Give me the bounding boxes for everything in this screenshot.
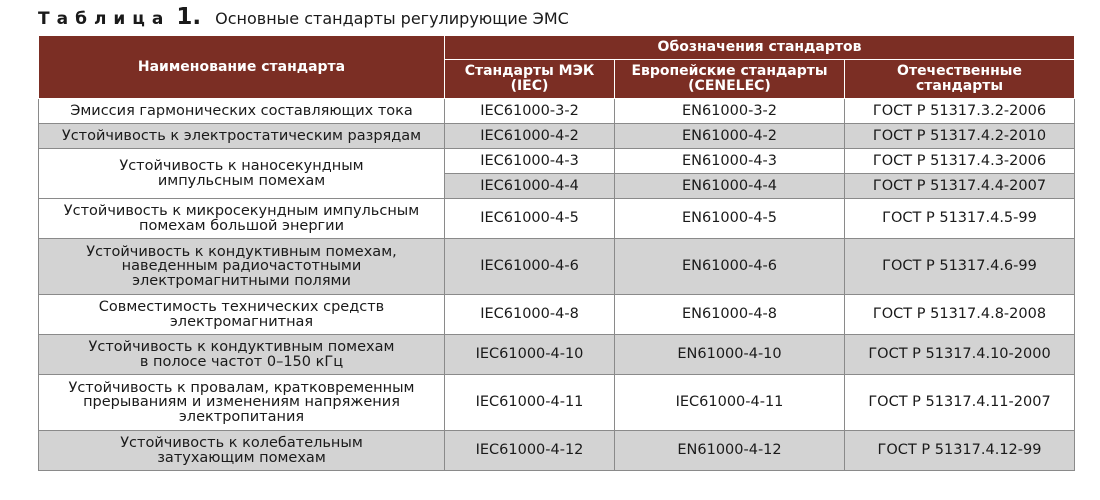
standard-name-line: Устойчивость к микросекундным импульсным — [63, 203, 420, 219]
standard-name-cell — [39, 199, 445, 239]
table-row — [39, 239, 1075, 295]
header-cenelec-line1: Европейские стандарты — [631, 63, 828, 79]
table-row — [39, 335, 1075, 375]
cenelec-cell: EN61000-4-2 — [615, 124, 845, 149]
table-row — [39, 149, 1075, 174]
iec-cell: IEC61000-4-11 — [445, 375, 615, 431]
table-row — [39, 375, 1075, 431]
gost-cell: ГОСТ Р 51317.4.5-99 — [845, 199, 1075, 239]
header-gost-line2: стандарты — [915, 78, 1004, 94]
standard-name-line: электромагнитными полями — [132, 272, 351, 289]
header-designations-label: Обозначения стандартов — [657, 39, 862, 55]
iec-cell: IEC61000-4-12 — [445, 431, 615, 471]
gost-cell: ГОСТ Р 51317.4.4-2007 — [845, 174, 1075, 199]
iec-cell: IEC61000-4-10 — [445, 335, 615, 375]
iec-cell: IEC61000-4-2 — [445, 124, 615, 149]
header-designations-group — [445, 36, 1075, 60]
cenelec-cell: EN61000-4-8 — [615, 295, 845, 335]
standard-name-line: Устойчивость к наносекундным — [119, 158, 364, 174]
standard-name-line: наведенным радиочастотными — [121, 258, 362, 275]
gost-cell: ГОСТ Р 51317.4.12-99 — [845, 431, 1075, 471]
standard-name-line: затухающим помехам — [157, 449, 326, 466]
table-row — [39, 431, 1075, 471]
caption-number: 1. — [176, 4, 202, 30]
standard-name-line: Устойчивость к кондуктивным помехам — [88, 339, 395, 355]
iec-cell: IEC61000-3-2 — [445, 99, 615, 124]
standard-name-line: Совместимость технических средств — [98, 299, 385, 315]
caption-word: Таблица — [38, 9, 171, 29]
header-cenelec — [615, 60, 845, 99]
standard-name-line: Устойчивость к кондуктивным помехам, — [86, 243, 397, 260]
iec-cell: IEC61000-4-8 — [445, 295, 615, 335]
standards-table — [38, 35, 1075, 471]
standard-name-line: электропитания — [178, 408, 305, 425]
standard-name-line: Эмиссия гармонических составляющих тока — [70, 102, 413, 119]
standard-name-cell — [39, 149, 445, 199]
header-iec-line2: (IEC) — [510, 78, 549, 94]
gost-cell: ГОСТ Р 51317.4.10-2000 — [845, 335, 1075, 375]
standard-name-cell — [39, 124, 445, 149]
caption-text: Основные стандарты регулирующие ЭМС — [215, 9, 569, 28]
standard-name-line: импульсным помехам — [157, 172, 326, 189]
table-row — [39, 199, 1075, 239]
standard-name-line: прерываниям и изменениям напряжения — [83, 394, 400, 411]
cenelec-cell: IEC61000-4-11 — [615, 375, 845, 431]
header-iec — [445, 60, 615, 99]
standard-name-line: Устойчивость к колебательным — [120, 435, 363, 451]
cenelec-cell: EN61000-4-12 — [615, 431, 845, 471]
gost-cell: ГОСТ Р 51317.4.8-2008 — [845, 295, 1075, 335]
standard-name-line: Устойчивость к электростатическим разрядам — [61, 127, 422, 144]
table-caption — [38, 4, 569, 34]
standard-name-line: в полосе частот 0–150 кГц — [139, 353, 344, 370]
standard-name-cell — [39, 335, 445, 375]
header-standard-name — [39, 36, 445, 99]
header-iec-line1: Стандарты МЭК — [464, 63, 595, 79]
gost-cell: ГОСТ Р 51317.4.3-2006 — [845, 149, 1075, 174]
standard-name-line: Устойчивость к провалам, кратковременным — [68, 379, 415, 396]
standard-name-cell — [39, 239, 445, 295]
cenelec-cell: EN61000-4-10 — [615, 335, 845, 375]
cenelec-cell: EN61000-4-4 — [615, 174, 845, 199]
table-row — [39, 99, 1075, 124]
standard-name-cell — [39, 99, 445, 124]
iec-cell: IEC61000-4-4 — [445, 174, 615, 199]
iec-cell: IEC61000-4-3 — [445, 149, 615, 174]
gost-cell: ГОСТ Р 51317.4.11-2007 — [845, 375, 1075, 431]
cenelec-cell: EN61000-4-5 — [615, 199, 845, 239]
header-cenelec-line2: (CENELEC) — [688, 78, 771, 94]
cenelec-cell: EN61000-3-2 — [615, 99, 845, 124]
header-gost-line1: Отечественные — [897, 63, 1022, 79]
standard-name-line: электромагнитная — [169, 313, 314, 330]
standard-name-line: помехам большой энергии — [138, 217, 345, 234]
table-row — [39, 124, 1075, 149]
table-row — [39, 295, 1075, 335]
header-standard-name-label: Наименование стандарта — [137, 58, 346, 75]
iec-cell: IEC61000-4-5 — [445, 199, 615, 239]
cenelec-cell: EN61000-4-6 — [615, 239, 845, 295]
gost-cell: ГОСТ Р 51317.4.2-2010 — [845, 124, 1075, 149]
standard-name-cell — [39, 375, 445, 431]
gost-cell: ГОСТ Р 51317.3.2-2006 — [845, 99, 1075, 124]
standard-name-cell — [39, 295, 445, 335]
iec-cell: IEC61000-4-6 — [445, 239, 615, 295]
cenelec-cell: EN61000-4-3 — [615, 149, 845, 174]
header-gost — [845, 60, 1075, 99]
gost-cell: ГОСТ Р 51317.4.6-99 — [845, 239, 1075, 295]
standard-name-cell — [39, 431, 445, 471]
